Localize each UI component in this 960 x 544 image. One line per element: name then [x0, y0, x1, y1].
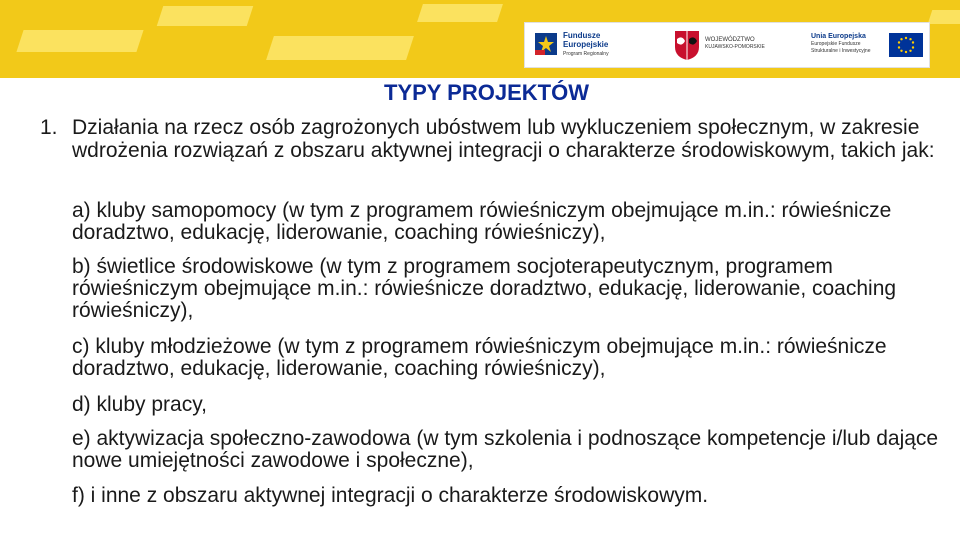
wojewodztwo-logo: [673, 23, 801, 67]
list-item-b: b) świetlice środowiskowe (w tym z programem socjoterapeutycznym, programem rówieśniczym obejmujące m.in.: rówieśnicze doradztwo, edukację, liderowanie, coaching rówieśniczy),: [72, 255, 897, 322]
eu-flag-icon: [889, 33, 923, 57]
decor-stripe: [157, 6, 253, 26]
intro-paragraph: [40, 116, 942, 162]
fe-logo-line1: Fundusze: [563, 31, 601, 40]
logo-bar: [524, 22, 930, 68]
list-item-e: e) aktywizacja społeczno-zawodowa (w tym szkolenia i podnoszące kompetencje i/lub dające nowe umiejętności zawodowe i społeczne),: [72, 427, 939, 472]
ue-logo-title: Unia Europejska: [811, 33, 866, 40]
decor-stripe: [417, 4, 503, 22]
list-item-f: f) i inne z obszaru aktywnej integracji o charakterze środowiskowym.: [72, 484, 709, 507]
unia-europejska-logo: [811, 23, 927, 67]
header-band: [0, 0, 960, 78]
list-item-c: c) kluby młodzieżowe (w tym z programem rówieśniczym obejmujące m.in.: rówieśnicze doradztwo, edukację, liderowanie, coaching rówieśniczy),: [72, 335, 887, 380]
list-item-a: a) kluby samopomocy (w tym z programem rówieśniczym obejmujące m.in.: rówieśnicze doradztwo, edukację, liderowanie, coaching rówieśniczy),: [72, 199, 892, 244]
page-title: TYPY PROJEKTÓW: [384, 80, 589, 105]
list-item-d: d) kluby pracy,: [72, 393, 207, 416]
fe-logo-subtitle: Program Regionalny: [563, 51, 609, 57]
fe-logo-line2: Europejskie: [563, 40, 609, 49]
list-number: 1.: [40, 116, 58, 139]
woj-logo-line1: WOJEWÓDZTWO: [705, 37, 755, 43]
decor-stripe: [16, 30, 143, 52]
woj-logo-line2: KUJAWSKO-POMORSKIE: [705, 44, 765, 50]
ue-logo-sub1: Europejskie Fundusze: [811, 41, 861, 47]
decor-stripe: [266, 36, 414, 60]
fundusze-europejskie-logo: [531, 23, 631, 67]
intro-text: Działania na rzecz osób zagrożonych ubóstwem lub wykluczeniem społecznym, w zakresie wdrożenia rozwiązań z obszaru aktywnej integracji o charakterze środowiskowym, takich jak:: [72, 116, 935, 162]
ue-logo-sub2: Strukturalne i Inwestycyjne: [811, 48, 871, 54]
crest-icon: [673, 29, 701, 61]
decor-stripe: [928, 10, 960, 24]
fe-star-icon: [533, 31, 559, 57]
